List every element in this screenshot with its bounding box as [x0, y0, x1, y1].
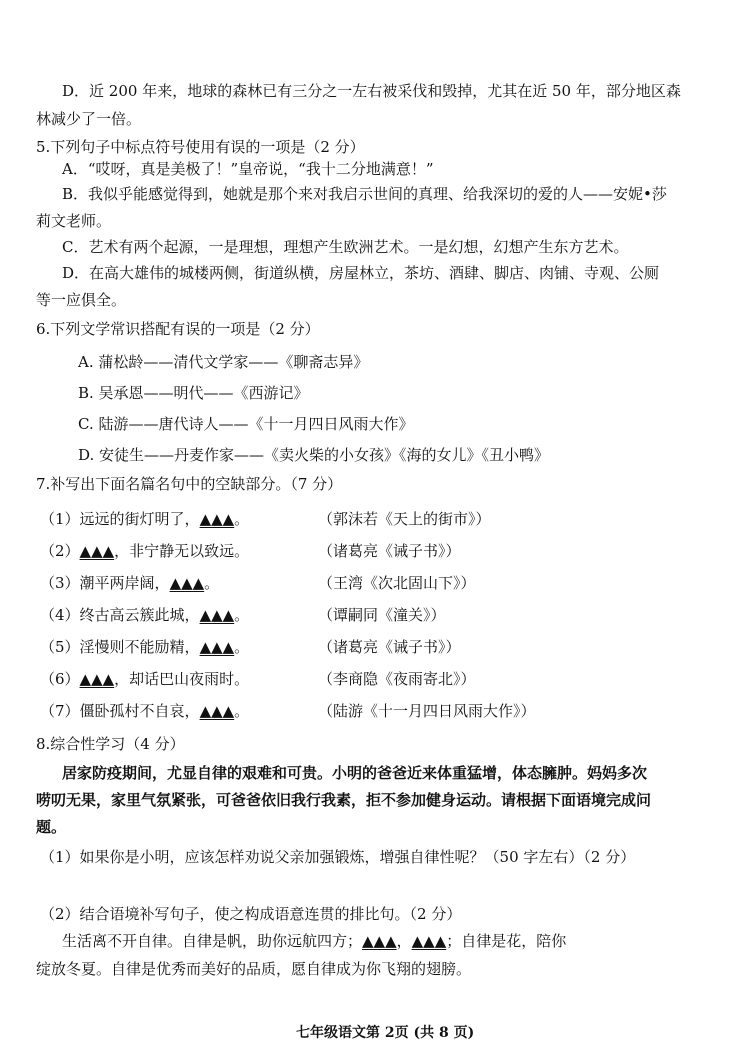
q7-item-2-source: （诸葛亮《诫子书》） [318, 542, 461, 560]
q8-context-line3: 题。 [36, 818, 67, 836]
answer-blank[interactable]: ▲▲▲ [362, 932, 397, 950]
q7-item-6: （6）▲▲▲，却话巴山夜雨时。 [40, 670, 250, 688]
q7-item-5: （5）淫慢则不能励精，▲▲▲。 [40, 638, 250, 656]
answer-blank[interactable]: ▲▲▲ [199, 702, 235, 720]
answer-blank[interactable]: ▲▲▲ [79, 670, 115, 688]
answer-blank[interactable]: ▲▲▲ [411, 932, 447, 950]
q6-stem: 6.下列文学常识搭配有误的一项是（2 分） [36, 320, 320, 338]
q5-option-d-line2: 等一应俱全。 [36, 291, 127, 309]
q7-item-4: （4）终古高云簇此城，▲▲▲。 [40, 606, 250, 624]
answer-blank[interactable]: ▲▲▲ [79, 542, 115, 560]
q7-item-4-source: （谭嗣同《潼关》） [318, 606, 446, 624]
page-footer: 七年级语文第 2页 (共 8 页) [296, 1025, 475, 1041]
answer-blank[interactable]: ▲▲▲ [199, 606, 235, 624]
q7-item-2: （2）▲▲▲，非宁静无以致远。 [40, 542, 250, 560]
q8-context-line1: 居家防疫期间，尤显自律的艰难和可贵。小明的爸爸近来体重猛增，体态臃肿。妈妈多次 [62, 764, 648, 782]
q8-subquestion-2: （2）结合语境补写句子，使之构成语意连贯的排比句。（2 分） [40, 905, 462, 923]
q7-item-7-source: （陆游《十一月四日风雨大作》） [318, 702, 536, 720]
q7-item-3: （3）潮平两岸阔，▲▲▲。 [40, 574, 220, 592]
q5-option-d-line1: D．在高大雄伟的城楼两侧，街道纵横，房屋林立，茶坊、酒肆、脚店、肉铺、寺观、公厕 [62, 264, 660, 282]
q8-fill-sentence-line1: 生活离不开自律。自律是帆，助你远航四方；▲▲▲，▲▲▲；自律是花，陪你 [62, 932, 567, 950]
q6-option-c: C. 陆游——唐代诗人——《十一月四日风雨大作》 [78, 415, 414, 433]
q5-option-b-line1: B．我似乎能感觉得到，她就是那个来对我启示世间的真理、给我深切的爱的人——安妮•莎 [62, 185, 667, 203]
answer-blank[interactable]: ▲▲▲ [199, 510, 235, 528]
q6-option-a: A. 蒲松龄——清代文学家——《聊斋志异》 [78, 353, 369, 371]
q4-option-d-line2: 林减少了一倍。 [36, 110, 142, 128]
q7-stem: 7.补写出下面名篇名句中的空缺部分。（7 分） [36, 475, 343, 493]
q7-item-5-source: （诸葛亮《诫子书》） [318, 638, 461, 656]
q7-item-1: （1）远远的街灯明了，▲▲▲。 [40, 510, 250, 528]
q4-option-d-line1: D．近 200 年来，地球的森林已有三分之一左右被采伐和毁掉，尤其在近 50 年，部分地区森 [62, 82, 681, 100]
q7-item-7: （7）僵卧孤村不自哀，▲▲▲。 [40, 702, 250, 720]
q6-option-b: B. 吴承恩——明代——《西游记》 [78, 384, 309, 402]
q8-context-line2: 唠叨无果，家里气氛紧张，可爸爸依旧我行我素，拒不参加健身运动。请根据下面语境完成问 [36, 791, 652, 809]
q7-item-6-source: （李商隐《夜雨寄北》） [318, 670, 476, 688]
q8-subquestion-1: （1）如果你是小明，应该怎样劝说父亲加强锻炼，增强自律性呢？（50 字左右）（2 分） [40, 848, 636, 866]
q8-fill-sentence-line2: 绽放冬夏。自律是优秀而美好的品质，愿自律成为你飞翔的翅膀。 [36, 960, 472, 978]
q5-option-b-line2: 莉文老师。 [36, 212, 112, 230]
q5-option-c: C．艺术有两个起源，一是理想，理想产生欧洲艺术。一是幻想，幻想产生东方艺术。 [62, 238, 629, 256]
answer-blank[interactable]: ▲▲▲ [169, 574, 205, 592]
answer-blank[interactable]: ▲▲▲ [199, 638, 235, 656]
q5-stem: 5.下列句子中标点符号使用有误的一项是（2 分） [36, 138, 365, 156]
q6-option-d: D. 安徒生——丹麦作家——《卖火柴的小女孩》《海的女儿》《丑小鸭》 [78, 446, 550, 464]
q7-item-3-source: （王湾《次北固山下》） [318, 574, 476, 592]
q5-option-a: A．“哎呀，真是美极了！”皇帝说，“我十二分地满意！” [62, 160, 434, 178]
q8-stem: 8.综合性学习（4 分） [36, 735, 185, 753]
q7-item-1-source: （郭沫若《天上的街市》） [318, 510, 491, 528]
